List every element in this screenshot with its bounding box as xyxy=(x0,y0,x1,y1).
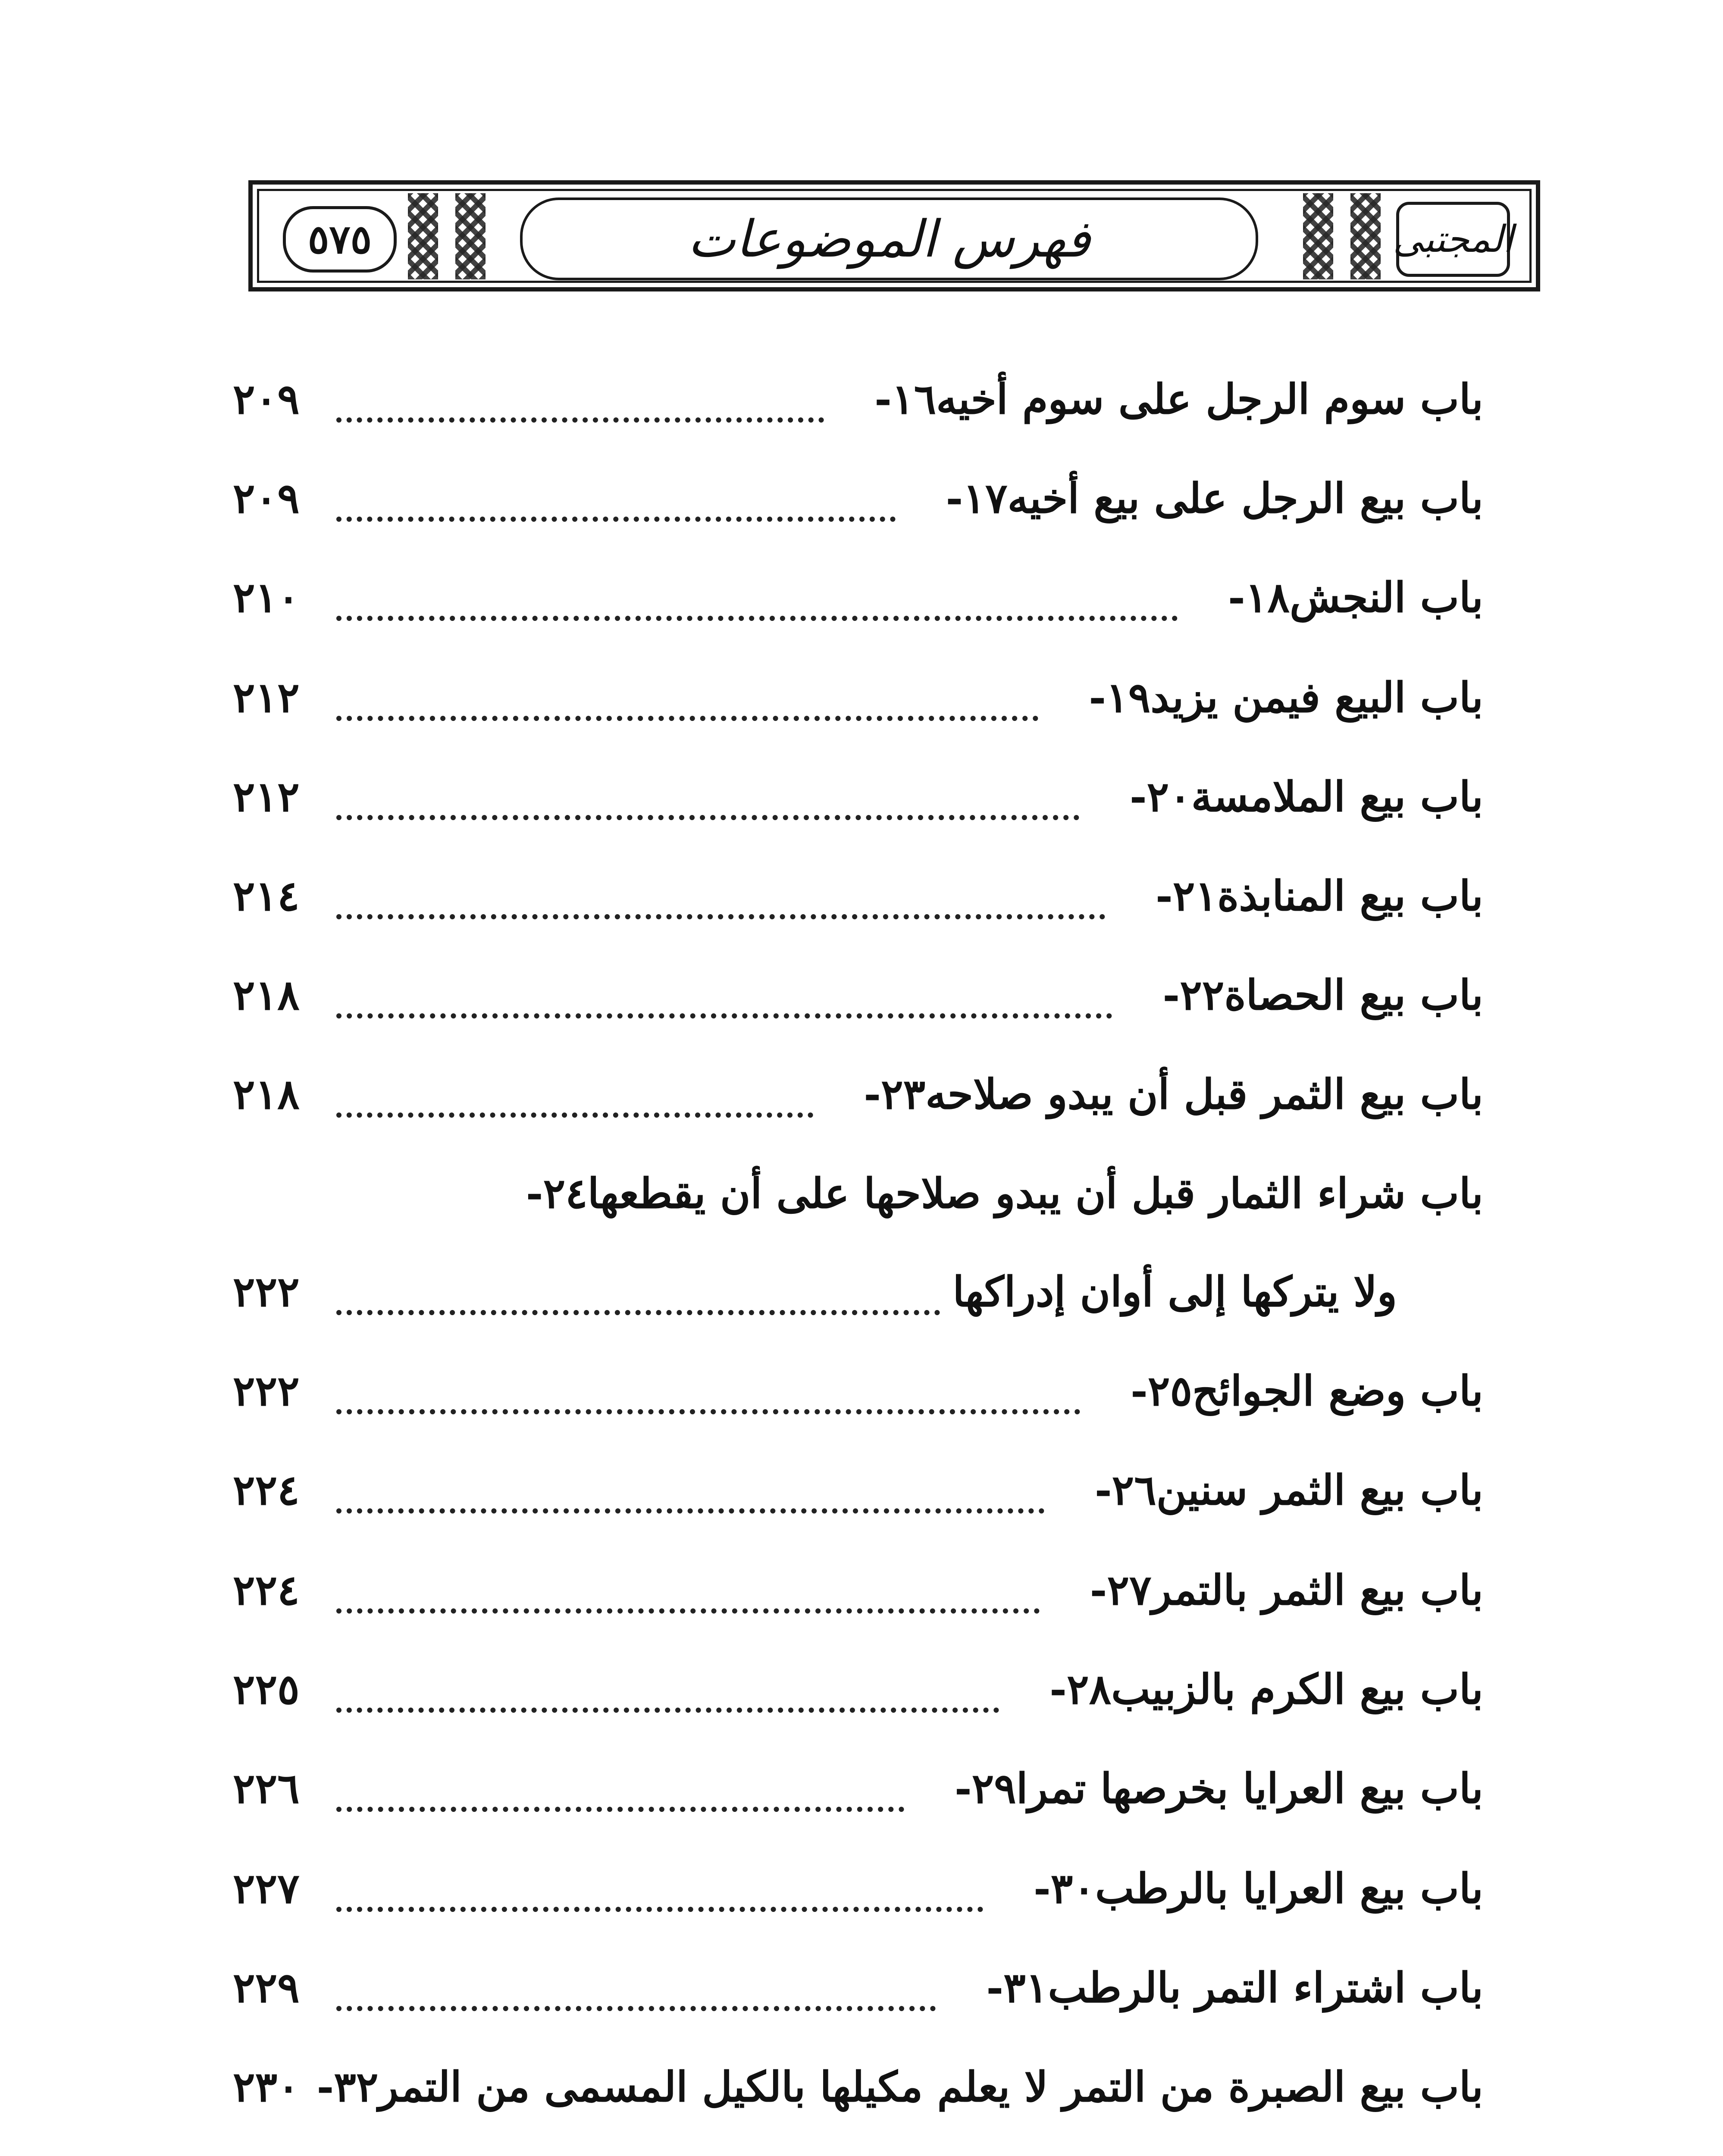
ornament-right-inner xyxy=(1303,193,1333,279)
toc-entry xyxy=(233,362,1483,436)
entry-title: باب بيع الحصاة xyxy=(1224,970,1483,1019)
toc-entry xyxy=(233,1354,1483,1427)
toc-entry-text xyxy=(996,1852,1483,1925)
dot-leader xyxy=(336,1902,983,1912)
entry-title: باب بيع الثمر بالتمر xyxy=(1151,1565,1483,1614)
dot-leader xyxy=(336,1404,1080,1414)
entry-title: باب سوم الرجل على سوم أخيه xyxy=(936,374,1483,423)
entry-number: ٣٢- xyxy=(316,2062,379,2111)
toc-entry-text xyxy=(1051,661,1483,734)
dot-leader xyxy=(336,1503,1044,1514)
entry-title: باب بيع العرايا بخرصها تمرا xyxy=(1016,1764,1483,1813)
dot-leader xyxy=(336,810,1079,820)
dot-leader xyxy=(336,511,896,522)
entry-page-number: ٢٣٠ xyxy=(233,2062,300,2111)
toc-entry xyxy=(233,1553,1483,1626)
entry-page-number: ٢٢٩ xyxy=(233,1963,300,2012)
entry-title: باب اشتراء التمر بالرطب xyxy=(1048,1963,1483,2012)
entry-page-number: ٢٢٦ xyxy=(233,1764,300,1813)
entry-page-number: ٢٢٧ xyxy=(233,1864,300,1913)
toc-entry xyxy=(233,859,1483,932)
entry-number: ٣١- xyxy=(986,1963,1048,2012)
entry-number: ٢٧- xyxy=(1090,1565,1152,1614)
entry-page-number: ٢١٢ xyxy=(233,772,300,821)
page-header xyxy=(248,180,1540,291)
dot-leader xyxy=(336,1802,904,1812)
toc-entry xyxy=(233,461,1483,535)
entry-number: ٢١- xyxy=(1156,871,1217,920)
ornament-left-inner xyxy=(455,193,486,279)
entry-page-number xyxy=(233,2149,332,2156)
entry-title: باب بيع الثمر قبل أن يبدو صلاحه xyxy=(925,1069,1483,1119)
dot-leader xyxy=(336,611,1178,621)
header-title: فهرس الموضوعات xyxy=(688,209,1090,269)
toc-entry xyxy=(233,760,1483,833)
toc-entry xyxy=(233,958,1483,1031)
entry-title: باب بيع الكرم بالزبيب xyxy=(1111,1664,1483,1714)
entry-title: ولا يتركها إلى أوان إدراكها xyxy=(952,1267,1397,1316)
entry-page-number: ٢٠٩ xyxy=(233,374,300,423)
entry-page-number: ٢١٨ xyxy=(233,1069,300,1119)
toc-entry-text xyxy=(1053,1553,1483,1626)
toc-entry xyxy=(233,2050,1483,2123)
header-title-frame xyxy=(520,197,1258,280)
entry-page-number: ٢٢٥ xyxy=(233,1664,300,1714)
entry-title: باب البيع فيمن يزيد xyxy=(1150,673,1483,722)
ornament-left-outer xyxy=(408,193,438,279)
entry-title: باب وضع الجوائح xyxy=(1192,1366,1483,1415)
dot-leader xyxy=(336,909,1105,919)
toc-entry-text xyxy=(1012,1652,1483,1726)
dot-leader xyxy=(336,1702,999,1713)
toc-entry-text xyxy=(826,1057,1483,1131)
entry-number: ٢٣- xyxy=(864,1069,926,1119)
dot-leader xyxy=(336,1305,940,1315)
dot-leader xyxy=(336,1107,813,1118)
entry-page-number: ٢٠٩ xyxy=(233,473,300,523)
toc-entry-text xyxy=(279,2050,1483,2123)
dot-leader xyxy=(336,711,1038,721)
toc-entry xyxy=(233,1852,1483,1925)
entry-number: ٢٤- xyxy=(526,1169,588,1218)
entry-title: باب بيع الملامسة xyxy=(1191,772,1483,821)
entry-title: باب بيع العرايا بالرطب xyxy=(1095,1864,1483,1913)
toc-entry xyxy=(233,1453,1483,1526)
dot-leader xyxy=(336,2001,936,2011)
dot-leader xyxy=(336,1008,1112,1018)
toc-entry-text xyxy=(917,1752,1483,1825)
book-logo: المجتبى xyxy=(1396,202,1510,277)
dot-leader xyxy=(336,412,824,423)
toc-entry-text xyxy=(953,1255,1397,1328)
entry-title: باب شراء الثمار قبل أن يبدو صلاحها على أن يقطعها xyxy=(587,1169,1483,1218)
toc-entry-text xyxy=(1057,1453,1483,1526)
entry-number: ١٨- xyxy=(1228,573,1290,622)
entry-number: ١٦- xyxy=(874,374,937,423)
entry-page-number: ٢٢٤ xyxy=(233,1465,300,1514)
entry-title: باب بيع المنابذة xyxy=(1217,871,1483,920)
entry-number: ٣٠- xyxy=(1033,1864,1095,1913)
toc-entry xyxy=(233,1652,1483,1726)
toc-entry xyxy=(233,1255,1483,1328)
toc-entry-text xyxy=(587,2149,1483,2156)
toc-entry xyxy=(233,1057,1483,1131)
toc-entry-text xyxy=(1125,958,1483,1031)
toc-entry-text xyxy=(489,1156,1483,1230)
entry-number: ٢٦- xyxy=(1094,1465,1156,1514)
entry-page-number: ٢١٢ xyxy=(233,673,300,722)
entry-page-number: ٢٢٢ xyxy=(233,1366,300,1415)
toc-entry-text xyxy=(1190,561,1483,634)
toc-entry-text xyxy=(1092,760,1483,833)
entry-number: ٢٢- xyxy=(1162,970,1225,1019)
entry-number: ١٩- xyxy=(1089,673,1151,722)
toc-entry-text xyxy=(908,461,1483,535)
toc-entry-text xyxy=(949,1951,1483,2024)
toc-entry-text xyxy=(1093,1354,1483,1427)
toc-entry xyxy=(233,1156,1483,1230)
dot-leader xyxy=(336,1603,1040,1614)
entry-number: ٢٠- xyxy=(1129,772,1191,821)
toc-entry-text xyxy=(1118,859,1483,932)
entry-page-number: ٢١٨ xyxy=(233,970,300,1019)
toc-entry xyxy=(233,661,1483,734)
entry-title: باب بيع الثمر سنين xyxy=(1156,1465,1483,1514)
entry-number: ٢٩- xyxy=(954,1764,1016,1813)
page-number: ٥٧٥ xyxy=(283,206,397,273)
entry-title: باب بيع الرجل على بيع أخيه xyxy=(1007,473,1483,523)
toc-entry xyxy=(233,1951,1483,2024)
entry-title: باب النجش xyxy=(1289,573,1483,622)
entry-page-number: ٢١٤ xyxy=(233,871,300,920)
entry-number: ١٧- xyxy=(946,473,1008,523)
entry-number: ٢٨- xyxy=(1049,1664,1112,1714)
entry-number: ٢٥- xyxy=(1131,1366,1192,1415)
entry-page-number: ٢٢٢ xyxy=(233,1267,300,1316)
entry-page-number: ٢٢٤ xyxy=(233,1565,300,1614)
toc-entry-text xyxy=(837,362,1483,436)
toc-entry xyxy=(233,1752,1483,1825)
toc-entry xyxy=(233,2149,1483,2156)
entry-page-number: ٢١٠ xyxy=(233,573,300,622)
ornament-right-outer xyxy=(1350,193,1381,279)
toc-entry xyxy=(233,561,1483,634)
entry-title: باب بيع الصبرة من التمر لا يعلم مكيلها بالكيل المسمى من التمر xyxy=(378,2062,1483,2111)
